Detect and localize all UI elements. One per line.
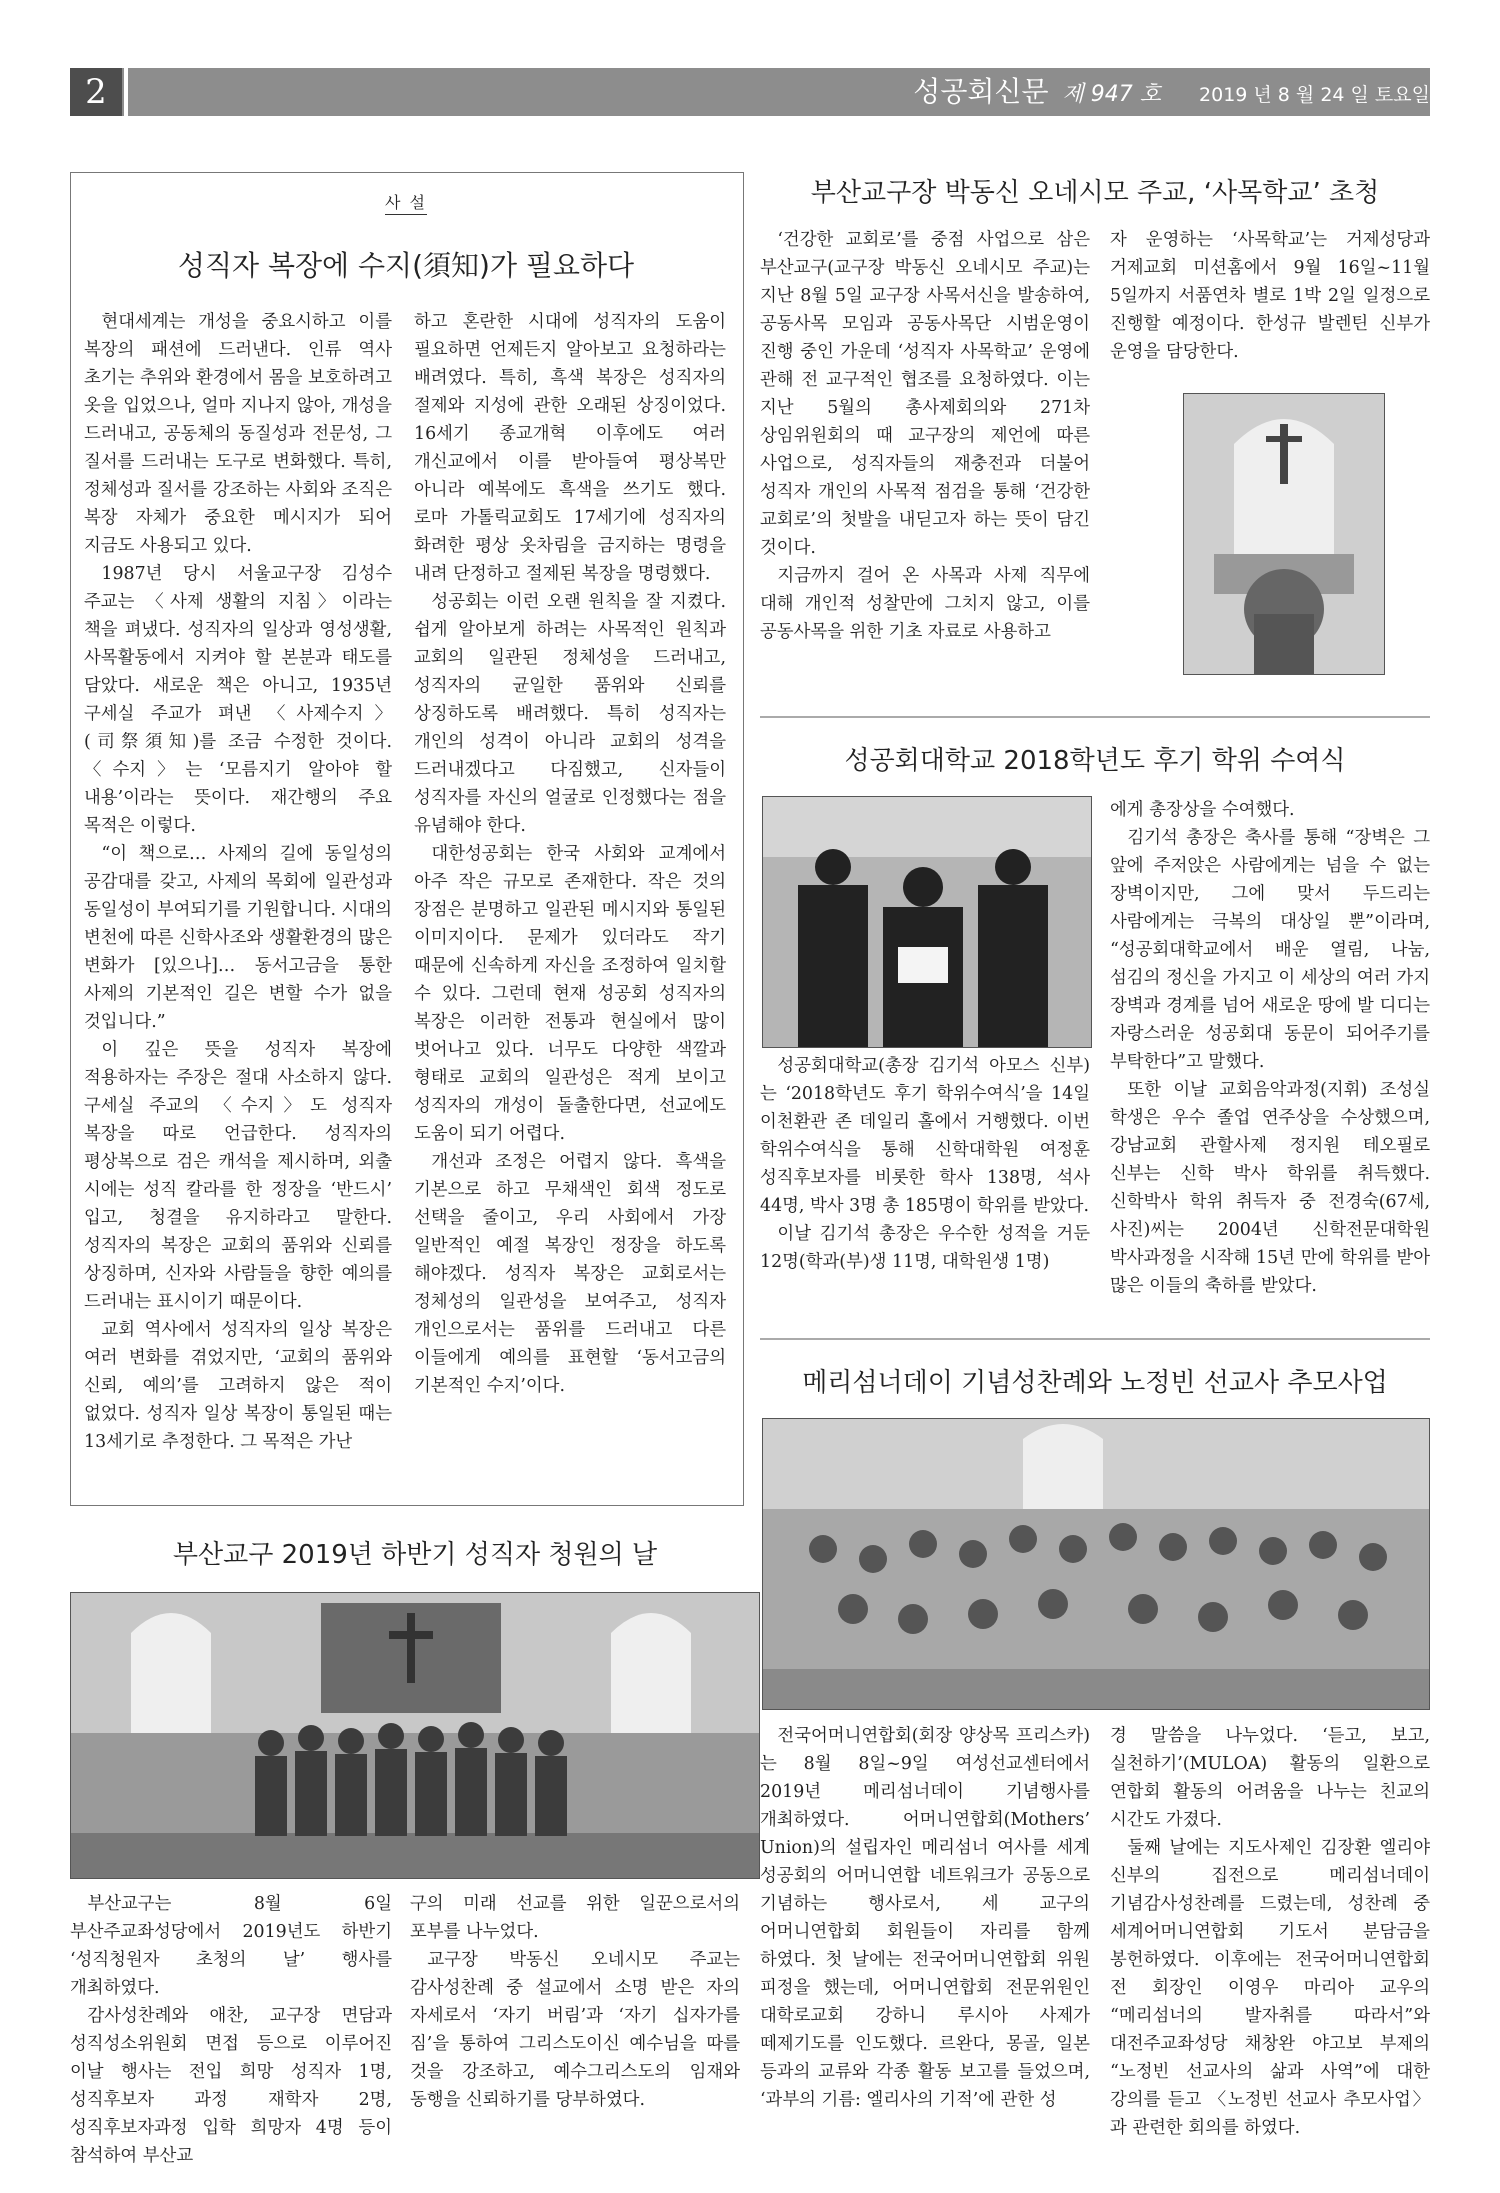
article-title-mothers-union: 메리섬너데이 기념성찬례와 노정빈 선교사 추모사업 — [802, 1368, 1388, 1398]
paragraph: 이날 김기석 총장은 우수한 성적을 거둔 12명(학과(부)생 11명, 대학원생 1명) — [760, 1224, 1090, 1272]
header-info — [913, 68, 1430, 116]
paragraph: 또한 이날 교회음악과정(지휘) 조성실 학생은 우수 졸업 연주상을 수상했으며, 강남교회 관할사제 정지원 테오필로 신부는 신학 박사 학위를 취득했다. 신학박사 학위 취득자 중 전경숙(67세, 사진)씨는 2004년 신학전문대학원 박사과정을 시작해 15년 만에 학위를 받아 많은 이들의 축하를 받았다. — [1110, 1080, 1430, 1296]
graduation-column-1 — [760, 1052, 1090, 1276]
paragraph: 대한성공회는 한국 사회와 교계에서 아주 작은 규모로 존재한다. 작은 것의 장점은 분명하고 일관된 메시지와 통일된 이미지이다. 문제가 있더라도 작기 때문에 신속하게 자신을 조정하여 일치할 수 있다. 그런데 현재 성공회 성직자의 복장은 이러한 전통과 현실에서 많이 벗어나고 있다. 너무도 다양한 색깔과 형태로 교회의 일관성은 적게 보이고 성직자의 개성이 돌출한다면, 선교에도 도움이 되기 어렵다. — [414, 844, 726, 1144]
paragraph: “이 책으로… 사제의 길에 동일성의 공감대를 갖고, 사제의 목회에 일관성과 동일성이 부여되기를 기원합니다. 시대의 변천에 따른 신학사조와 생활환경의 많은 변화가 [있으나]… 동서고금을 통한 사제의 기본적인 길은 변할 수가 없을 것입니다.” — [84, 844, 392, 1032]
paragraph: 1987년 당시 서울교구장 김성수 주교는 〈사제 생활의 지침〉이라는 책을 펴냈다. 성직자의 일상과 영성생활, 사목활동에서 지켜야 할 본분과 태도를 담았다. 새로운 책은 아니고, 1935년 구세실 주교가 펴낸 〈사제수지〉(司祭須知)를 조금 수정한 것이다. 〈수지〉는 ‘모름지기 알아야 할 내용’이라는 뜻이다. 재간행의 주요 목적은 이렇다. — [84, 564, 392, 836]
editorial-column-2 — [414, 308, 726, 1400]
busan-clergy-column-1 — [70, 1890, 392, 2170]
page-number: 2 — [70, 68, 122, 116]
busan-clergy-column-2 — [410, 1890, 740, 2114]
paragraph: 교회 역사에서 성직자의 일상 복장은 여러 변화를 겪었지만, ‘교회의 품위와 신뢰, 예의’를 고려하지 않은 적이 없었다. 성직자 일상 복장이 통일된 때는 13세기로 추정한다. 그 목적은 가난 — [84, 1320, 392, 1452]
altar-photo-icon — [1183, 393, 1385, 675]
paragraph: 에게 총장상을 수여했다. — [1110, 800, 1295, 820]
editorial-title: 성직자 복장에 수지(須知)가 필요하다 — [177, 249, 635, 282]
paragraph: 경 말씀을 나누었다. ‘듣고, 보고, 실천하기’(MULOA) 활동의 일환으로 연합회 활동의 어려움을 나누는 친교의 시간도 가졌다. — [1110, 1726, 1430, 1830]
paragraph: ‘건강한 교회로’를 중점 사업으로 삼은 부산교구(교구장 박동신 오네시모 주교)는 지난 8월 5일 교구장 사목서신을 발송하여, 공동사목 모임과 공동사목단 시범운영이 진행 중인 가운데 ‘성직자 사목학교’ 운영에 관해 전 교구적인 협조를 요청하였다. 이는 지난 5월의 총사제회의와 271차 상임위원회의 때 교구장의 제언에 따른 사업으로, 성직자들의 재충전과 더불어 성직자 개인의 사목적 점검을 통해 ‘건강한 교회로’의 첫발을 내딛고자 하는 뜻이 담긴 것이다. — [760, 230, 1090, 558]
paragraph: 성공회는 이런 오랜 원칙을 잘 지켰다. 쉽게 알아보게 하려는 사목적인 원칙과 교회의 일관된 정체성을 드러내고, 성직자의 균일한 품위와 신뢰를 상징하도록 배려했다. 특히 성직자는 개인의 성격이 아니라 교회의 성격을 드러내겠다고 다짐했고, 신자들이 성직자를 자신의 얼굴로 인정했다는 점을 유념해야 한다. — [414, 592, 726, 836]
paragraph: 현대세계는 개성을 중요시하고 이를 복장의 패션에 드러낸다. 인류 역사 초기는 추위와 환경에서 몸을 보호하려고 옷을 입었으나, 얼마 지나지 않아, 개성을 드러내고, 공동체의 동질성과 전문성, 그 질서를 드러내는 도구로 변화했다. 특히, 정체성과 질서를 강조하는 사회와 조직은 복장 자체가 중요한 메시지가 되어 지금도 사용되고 있다. — [84, 312, 392, 556]
paragraph: 김기석 총장은 축사를 통해 “장벽은 그 앞에 주저앉은 사람에게는 넘을 수 없는 장벽이지만, 그에 맞서 두드리는 사람에게는 극복의 대상일 뿐”이라며, “성공회대학교에서 배운 열림, 나눔, 섬김의 정신을 가지고 이 세상의 여러 가지 장벽과 경계를 넘어 새로운 땅에 발 디디는 자랑스러운 성공회대 동문이 되어주기를 부탁한다”고 말했다. — [1110, 828, 1430, 1072]
paragraph: 이 깊은 뜻을 성직자 복장에 적용하자는 주장은 절대 사소하지 않다. 구세실 주교의 〈수지〉도 성직자 복장을 따로 언급한다. 성직자의 평상복으로 검은 캐석을 제시하며, 외출 시에는 성직 칼라를 한 정장을 ‘반드시’ 입고, 청결을 유지하라고 말한다. 성직자의 복장은 교회의 품위와 신뢰를 상징하며, 신자와 사람들을 향한 예의를 드러내는 표시이기 때문이다. — [84, 1040, 392, 1312]
paragraph: 지금까지 걸어 온 사목과 사제 직무에 대해 개인적 성찰만에 그치지 않고, 이를 공동사목을 위한 기초 자료로 사용하고 — [760, 566, 1090, 642]
editorial-column-1 — [84, 308, 392, 1456]
paper-name: 성공회신문 — [913, 75, 1049, 108]
article-title-graduation: 성공회대학교 2018학년도 후기 학위 수여식 — [844, 746, 1346, 776]
header-divider — [124, 68, 128, 116]
paragraph: 개선과 조정은 어렵지 않다. 흑색을 기본으로 하고 무채색인 회색 정도로 선택을 줄이고, 우리 사회에서 가장 일반적인 예절 복장인 정장을 하도록 해야겠다. 성직자 복장은 교회로서는 정체성의 일관성을 보여주고, 성직자 개인으로서는 품위를 드러내고 다른 이들에게 예의를 표현할 ‘동서고금의 기본적인 수지’이다. — [414, 1152, 726, 1396]
graduation-photo-icon — [762, 796, 1092, 1048]
mothers-union-column-1 — [760, 1722, 1090, 2114]
editorial-kicker: 사 설 — [70, 190, 742, 213]
paragraph: 둘째 날에는 지도사제인 김장환 엘리야 신부의 집전으로 메리섬너데이 기념감사성찬례를 드렸는데, 성찬례 중 세계어머니연합회 기도서 분담금을 봉헌하였다. 이후에는 전국어머니연합회 전 회장인 이영우 마리아 교우의 “메리섬너의 발자취를 따라서”와 대전주교좌성당 채창완 야고보 부제의 “노정빈 선교사의 삶과 사역”에 대한 강의를 듣고 〈노정빈 선교사 추모사업〉과 관련한 회의를 하였다. — [1110, 1838, 1430, 2138]
paragraph: 자 운영하는 ‘사목학교’는 거제성당과 거제교회 미션홈에서 9월 16일~11월 5일까지 서품연차 별로 1박 2일 일정으로 진행할 예정이다. 한성규 발렌틴 신부가 운영을 담당한다. — [1110, 230, 1430, 362]
section-divider — [760, 1338, 1430, 1340]
group-photo-icon — [70, 1592, 760, 1879]
gathering-photo-icon — [762, 1418, 1430, 1710]
section-divider — [760, 716, 1430, 718]
paragraph: 전국어머니연합회(회장 양상목 프리스카)는 8월 8일~9일 여성선교센터에서 2019년 메리섬너데이 기념행사를 개최하였다. 어머니연합회(Mothers’ Union)의 설립자인 메리섬너 여사를 세계 성공회의 어머니연합 네트워크가 공동으로 기념하는 행사로서, 세 교구의 어머니연합회 회원들이 자리를 함께 하였다. 첫 날에는 전국어머니연합회 위원 피정을 했는데, 어머니연합회 전문위원인 대학로교회 강하니 루시아 사제가 떼제기도를 인도했다. 르완다, 몽골, 일본 등과의 교류와 각종 활동 보고를 들었으며, ‘과부의 기름: 엘리사의 기적’에 관한 성 — [760, 1726, 1090, 2110]
issue-date: 2019 년 8 월 24 일 토요일 — [1199, 84, 1430, 106]
paragraph: 교구장 박동신 오네시모 주교는 감사성찬례 중 설교에서 소명 받은 자의 자세로서 ‘자기 버림’과 ‘자기 십자가를 짐’을 통하여 그리스도이신 예수님을 따를 것을 강조하고, 예수그리스도의 임재와 동행을 신뢰하기를 당부하였다. — [410, 1950, 740, 2110]
busan-school-column-2 — [1110, 226, 1430, 366]
article-title-busan-clergy: 부산교구 2019년 하반기 성직자 청원의 날 — [172, 1540, 658, 1570]
paragraph: 성공회대학교(총장 김기석 아모스 신부)는 ‘2018학년도 후기 학위수여식’을 14일 이천환관 존 데일리 홀에서 거행했다. 이번 학위수여식을 통해 신학대학원 여정훈 성직후보자를 비롯한 학사 138명, 석사 44명, 박사 3명 총 185명이 학위를 받았다. — [760, 1056, 1090, 1216]
mothers-union-column-2 — [1110, 1722, 1430, 2142]
article-title-busan-school: 부산교구장 박동신 오네시모 주교, ‘사목학교’ 초청 — [810, 178, 1380, 208]
paragraph: 구의 미래 선교를 위한 일꾼으로서의 포부를 나누었다. — [410, 1894, 740, 1942]
paragraph: 부산교구는 8월 6일 부산주교좌성당에서 2019년도 하반기 ‘성직청원자 초청의 날’ 행사를 개최하였다. — [70, 1894, 392, 1998]
paragraph: 감사성찬례와 애찬, 교구장 면담과 성직성소위원회 면접 등으로 이루어진 이날 행사는 전입 희망 성직자 1명, 성직후보자 과정 재학자 2명, 성직후보자과정 입학 희망자 4명 등이 참석하여 부산교 — [70, 2006, 392, 2166]
paragraph: 하고 혼란한 시대에 성직자의 도움이 필요하면 언제든지 알아보고 요청하라는 배려였다. 특히, 흑색 복장은 성직자의 절제와 지성에 관한 오래된 상징이었다. 16세기 종교개혁 이후에도 여러 개신교에서 이를 받아들여 평상복만 아니라 예복에도 흑색을 쓰기도 했다. 로마 가톨릭교회도 17세기에 성직자의 화려한 평상 옷차림을 금지하는 명령을 내려 단정하고 절제된 복장을 명령했다. — [414, 312, 726, 584]
busan-school-column-1 — [760, 226, 1090, 646]
graduation-column-2 — [1110, 796, 1430, 1300]
issue-number: 제 947 호 — [1062, 82, 1162, 107]
